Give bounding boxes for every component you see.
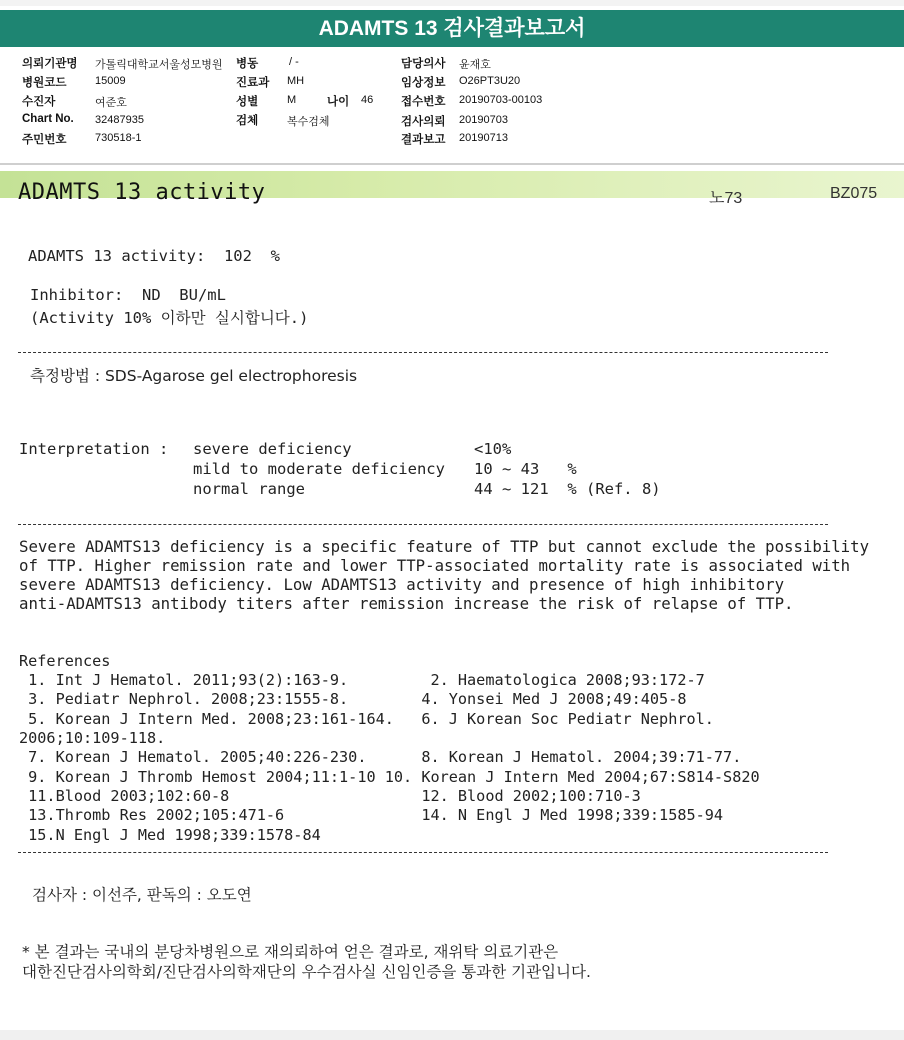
id-value: 730518-1 [95,132,142,144]
clinical-value: O26PT3U20 [459,75,521,87]
doctor-value: 윤재호 [459,59,491,71]
receipt-label: 접수번호 [401,96,446,108]
reference-line: 11.Blood 2003;102:60-8 12. Blood 2002;100:710-3 [19,787,641,805]
institution-label: 의뢰기관명 [22,58,78,70]
activity-result: ADAMTS 13 activity: 102 % [28,247,280,265]
inhibitor-result: Inhibitor: ND BU/mL [30,286,226,304]
request-label: 검사의뢰 [401,116,446,128]
ward-value: / - [289,56,299,68]
section-title: ADAMTS 13 activity [18,180,266,205]
divider-3 [18,852,828,853]
report-title: ADAMTS 13 검사결과보고서 [0,10,904,47]
reference-line: 2006;10:109-118. [19,729,166,747]
reference-line: 5. Korean J Intern Med. 2008;23:161-164. 6. J Korean Soc Pediatr Nephrol. [19,710,714,728]
sex-label: 성별 [236,96,259,108]
references-heading: References [19,652,111,670]
age-value: 46 [361,94,374,106]
dept-value: MH [287,75,305,87]
interp-range-1: <10% [474,440,512,458]
age-label: 나이 [327,96,350,108]
interp-range-2: 10 ~ 43 % [474,460,577,478]
interpretation-label: Interpretation : [19,440,169,458]
method-line: 측정방법 : SDS-Agarose gel electrophoresis [30,367,358,385]
comment-line-2: of TTP. Higher remission rate and lower TTP-associated mortality rate is associated with [19,556,851,575]
divider-2 [18,524,828,525]
footer-line-1: * 본 결과는 국내의 분당차병원으로 재의뢰하여 얻은 결과로, 재위탁 의료기관은 [22,943,559,961]
reference-line: 3. Pediatr Nephrol. 2008;23:1555-8. 4. Yonsei Med J 2008;49:405-8 [19,690,687,708]
interp-range-3: 44 ~ 121 % (Ref. 8) [474,480,661,498]
section-code-2: BZ075 [830,185,878,202]
sex-value: M [287,94,297,106]
patient-label: 수진자 [22,96,56,108]
top-strip [0,0,904,6]
reference-line: 15.N Engl J Med 1998;339:1578-84 [19,826,321,844]
institution-value: 가톨릭대학교서울성모병원 [95,59,223,71]
reference-line: 9. Korean J Thromb Hemost 2004;11:1-10 10. Korean J Intern Med 2004;67:S814-S820 [19,768,760,786]
comment-line-3: severe ADAMTS13 deficiency. Low ADAMTS13 activity and presence of high inhibitory [19,575,785,594]
patient-value: 여준호 [95,97,127,109]
receipt-value: 20190703-00103 [459,94,543,106]
doctor-label: 담당의사 [401,58,446,70]
clinical-label: 임상정보 [401,77,446,89]
interp-desc-2: mild to moderate deficiency [193,460,445,478]
ward-label: 병동 [236,58,259,70]
bottom-strip [0,1030,904,1040]
footer-line-2: 대한진단검사의학회/진단검사의학재단의 우수검사실 신임인증을 통과한 기관입니다. [22,963,591,981]
divider-1 [18,352,828,353]
interp-desc-3: normal range [193,480,305,498]
reference-line: 1. Int J Hematol. 2011;93(2):163-9. 2. Haematologica 2008;93:172-7 [19,671,705,689]
reference-line: 7. Korean J Hematol. 2005;40:226-230. 8. Korean J Hematol. 2004;39:71-77. [19,748,742,766]
reference-line: 13.Thromb Res 2002;105:471-6 14. N Engl J Med 1998;339:1585-94 [19,806,724,824]
hospital-code-value: 15009 [95,75,126,87]
dept-label: 진료과 [236,77,270,89]
interp-desc-1: severe deficiency [193,440,352,458]
specimen-label: 검체 [236,115,259,127]
specimen-value: 복수검체 [287,116,330,128]
chart-value: 32487935 [95,114,144,126]
activity-note: (Activity 10% 이하만 실시합니다.) [30,309,309,327]
section-code-1: 노73 [709,190,743,207]
chart-label: Chart No. [22,113,74,125]
report-date-label: 결과보고 [401,134,446,146]
hospital-code-label: 병원코드 [22,77,67,89]
report-date-value: 20190713 [459,132,508,144]
comment-line-4: anti-ADAMTS13 antibody titers after remission increase the risk of relapse of TTP. [19,594,794,613]
signature-line: 검사자 : 이선주, 판독의 : 오도연 [32,886,252,904]
comment-line-1: Severe ADAMTS13 deficiency is a specific feature of TTP but cannot exclude the possibility [19,537,870,556]
id-label: 주민번호 [22,134,67,146]
header-divider [0,163,904,165]
request-value: 20190703 [459,114,508,126]
